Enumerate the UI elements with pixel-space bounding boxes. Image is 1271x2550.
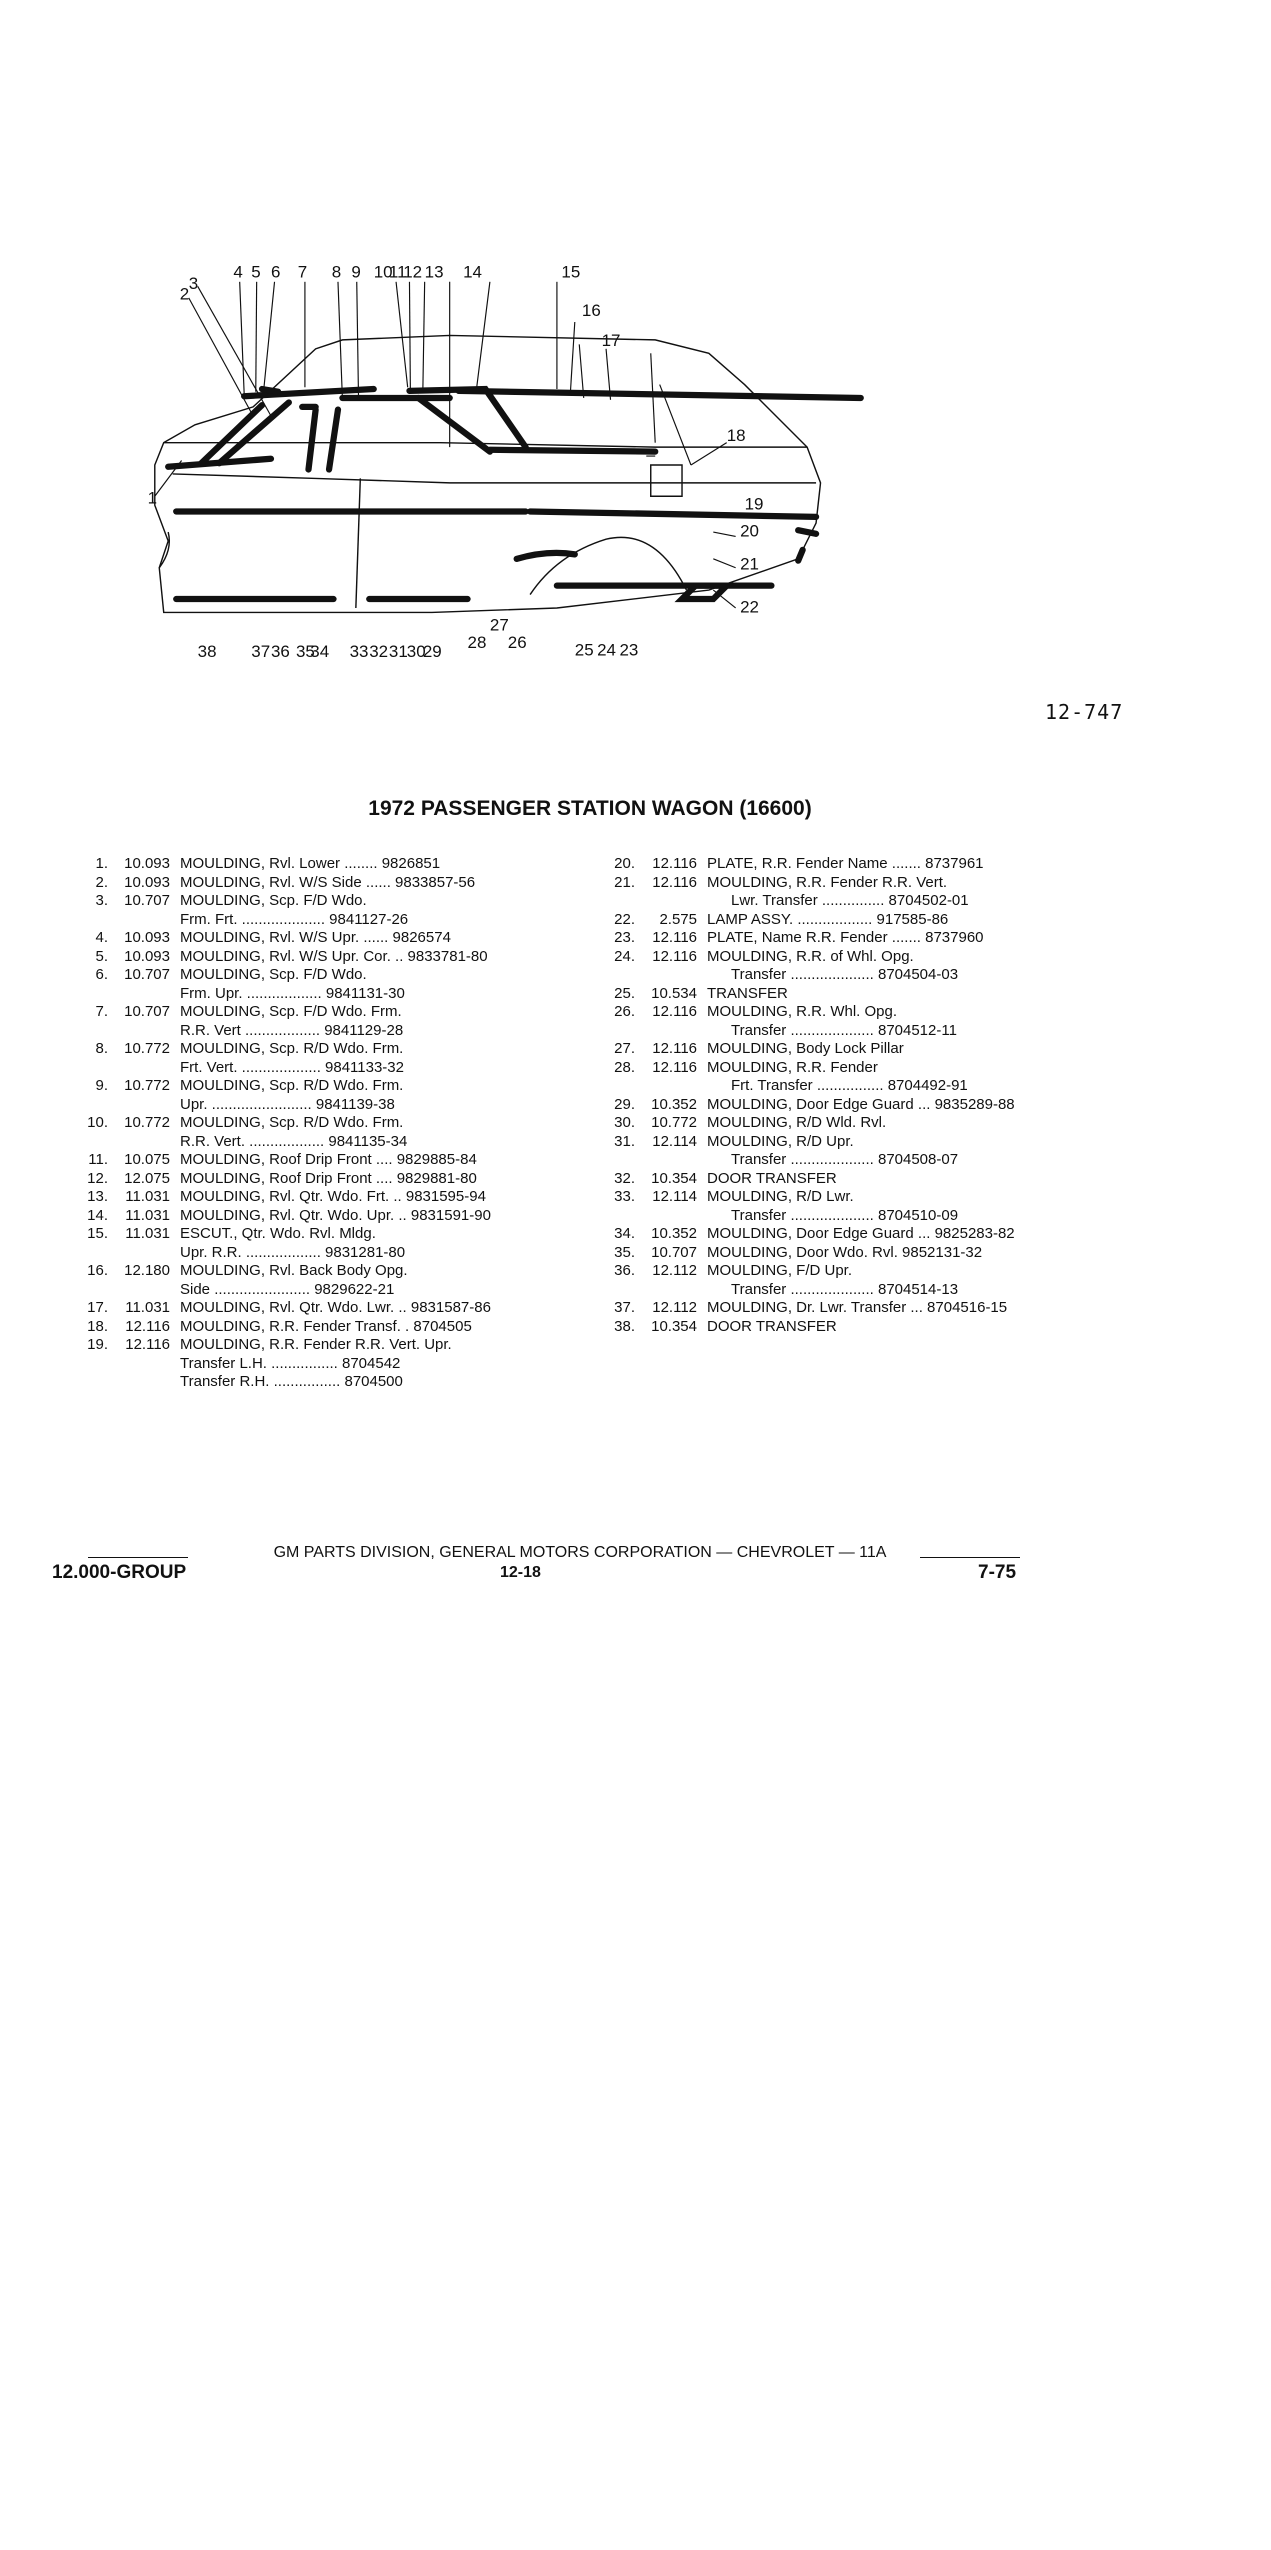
parts-list-item (58, 1262, 558, 1281)
item-description: MOULDING, R/D Wld. Rvl. (707, 1114, 887, 1131)
group-number: 11.031 (125, 1206, 170, 1224)
item-description: MOULDING, Roof Drip Front .... 9829885-84 (180, 1151, 477, 1168)
item-number: 4. (95, 929, 108, 946)
callout-16: 16 (581, 300, 601, 320)
item-description-continued: Transfer .................... 8704512-11 (731, 1021, 957, 1039)
callout-28: 28 (467, 633, 487, 653)
parts-list-item (585, 855, 1095, 874)
parts-list-item (585, 1003, 1095, 1022)
item-description-continued: R.R. Vert. .................. 9841135-34 (180, 1132, 408, 1150)
callout-27: 27 (489, 615, 509, 635)
item-number: 6. (95, 966, 108, 983)
item-description: MOULDING, R.R. of Whl. Opg. (707, 947, 914, 965)
station-wagon-moulding-diagram (90, 255, 1140, 675)
parts-list-item (58, 855, 558, 874)
item-description-continued: Lwr. Transfer ............... 8704502-01 (731, 892, 969, 909)
group-number: 2.575 (659, 910, 697, 928)
callout-20: 20 (740, 521, 759, 541)
item-description: MOULDING, Scp. R/D Wdo. Frm. (180, 1040, 404, 1057)
item-description-continued: Frm. Upr. .................. 9841131-30 (180, 984, 405, 1002)
group-number: 12.116 (652, 873, 697, 891)
item-number: 36. (614, 1262, 635, 1279)
item-description-continued: Frt. Vert. ................... 9841133-32 (180, 1058, 404, 1076)
item-description: MOULDING, Rvl. Qtr. Wdo. Frt. .. 9831595-94 (180, 1188, 486, 1205)
item-description: DOOR TRANSFER (707, 1169, 837, 1187)
group-number: 10.772 (124, 1077, 170, 1094)
parts-list-item (58, 1225, 558, 1244)
group-number: 12.116 (652, 855, 697, 872)
callout-2: 2 (179, 284, 190, 304)
parts-list-item (585, 1262, 1095, 1281)
parts-list-right (585, 855, 1095, 1336)
item-number: 21. (614, 873, 635, 891)
callout-1: 1 (147, 488, 158, 508)
item-number: 13. (87, 1188, 108, 1205)
item-number: 29. (614, 1095, 635, 1113)
item-number: 5. (95, 947, 108, 965)
item-description-continued: Frm. Frt. .................... 9841127-26 (180, 910, 409, 928)
item-number: 23. (614, 929, 635, 946)
callout-9: 9 (351, 262, 361, 282)
callout-23: 23 (619, 640, 639, 660)
item-description-continued: Transfer .................... 8704504-03 (731, 966, 959, 983)
callout-26: 26 (507, 633, 527, 653)
item-description: MOULDING, Rvl. Qtr. Wdo. Upr. .. 9831591-90 (180, 1206, 491, 1224)
callout-6: 6 (270, 262, 281, 282)
item-number: 34. (614, 1225, 635, 1242)
group-number: 12.114 (652, 1132, 697, 1150)
item-description: MOULDING, Rvl. W/S Upr. Cor. .. 9833781-80 (180, 947, 488, 965)
callout-5: 5 (251, 262, 261, 282)
item-number: 30. (614, 1114, 635, 1131)
group-number: 11.031 (125, 1225, 170, 1242)
item-description: DOOR TRANSFER (707, 1317, 837, 1335)
item-description: MOULDING, Rvl. Qtr. Wdo. Lwr. .. 9831587-86 (180, 1299, 491, 1316)
parts-list-item (58, 1188, 558, 1207)
item-number: 27. (614, 1040, 635, 1057)
parts-list-item (585, 1096, 1095, 1115)
item-number: 33. (614, 1188, 635, 1205)
group-number: 10.352 (651, 1225, 697, 1242)
group-number: 12.075 (124, 1169, 170, 1187)
item-description-continued: Side ....................... 9829622-21 (180, 1280, 395, 1298)
item-description: MOULDING, R.R. Whl. Opg. (707, 1003, 898, 1020)
callout-30: 30 (406, 642, 426, 662)
group-number: 10.354 (651, 1169, 697, 1187)
parts-list-item (585, 1040, 1095, 1059)
group-number: 12.116 (652, 947, 697, 965)
item-number: 19. (87, 1336, 108, 1353)
footer-date: 7-75 (978, 1562, 1017, 1583)
item-number: 37. (614, 1299, 635, 1316)
callout-7: 7 (297, 262, 308, 282)
item-description: MOULDING, Scp. F/D Wdo. (180, 966, 367, 983)
item-description-continued: Upr. R.R. .................. 9831281-80 (180, 1243, 406, 1261)
callout-35: 35 (295, 642, 315, 662)
item-description: ESCUT., Qtr. Wdo. Rvl. Mldg. (180, 1225, 376, 1242)
item-number: 1. (95, 855, 108, 872)
item-number: 11. (88, 1151, 108, 1168)
callout-19: 19 (744, 494, 764, 514)
item-description-continued: Transfer .................... 8704508-07 (731, 1151, 959, 1168)
group-number: 12.112 (652, 1299, 697, 1316)
item-number: 24. (614, 947, 635, 965)
parts-list-item (585, 929, 1095, 948)
group-number: 10.093 (124, 929, 170, 946)
group-number: 10.075 (124, 1151, 170, 1168)
callout-29: 29 (422, 642, 442, 662)
item-number: 10. (87, 1114, 108, 1131)
item-description-continued: R.R. Vert .................. 9841129-28 (180, 1021, 404, 1039)
page-title: 1972 PASSENGER STATION WAGON (16600) (368, 797, 812, 820)
group-number: 10.772 (651, 1114, 697, 1131)
callout-17: 17 (601, 331, 621, 351)
item-number: 20. (614, 855, 635, 872)
item-number: 16. (87, 1262, 108, 1279)
item-description: MOULDING, Roof Drip Front .... 9829881-80 (180, 1169, 477, 1187)
callout-3: 3 (188, 273, 199, 293)
item-number: 14. (87, 1206, 108, 1224)
item-number: 2. (95, 873, 108, 891)
item-number: 15. (87, 1225, 108, 1242)
item-number: 3. (95, 892, 108, 909)
item-number: 8. (95, 1040, 108, 1057)
parts-list-item (58, 948, 558, 967)
item-description: MOULDING, R.R. Fender R.R. Vert. Upr. (180, 1336, 452, 1353)
parts-list-item (58, 1040, 558, 1059)
item-description: PLATE, Name R.R. Fender ....... 8737960 (707, 929, 984, 946)
callout-36: 36 (270, 642, 290, 662)
group-number: 12.116 (652, 1040, 697, 1057)
group-number: 10.707 (124, 892, 170, 909)
parts-list-left (58, 855, 558, 1392)
item-description-continued: Frt. Transfer ................ 8704492-91 (731, 1077, 968, 1094)
wagon-body-outline (155, 335, 821, 612)
parts-list-item (585, 1133, 1095, 1152)
group-number: 10.093 (124, 873, 170, 891)
group-number: 10.354 (651, 1317, 697, 1335)
callout-4: 4 (233, 262, 243, 282)
callout-13: 13 (424, 262, 444, 282)
parts-list-item (585, 1318, 1095, 1337)
callout-18: 18 (726, 425, 746, 445)
item-description-continued: Upr. ........................ 9841139-38 (180, 1095, 395, 1113)
group-number: 12.180 (124, 1262, 170, 1279)
item-description: MOULDING, Scp. F/D Wdo. (180, 892, 367, 909)
group-number: 12.116 (125, 1317, 170, 1335)
callout-10: 10 (373, 262, 393, 282)
item-description: MOULDING, Rvl. W/S Side ...... 9833857-56 (180, 873, 476, 891)
item-description: MOULDING, R/D Lwr. (707, 1188, 854, 1205)
item-description-continued: Transfer .................... 8704510-09 (731, 1206, 959, 1224)
group-number: 10.093 (124, 855, 170, 872)
callout-37: 37 (251, 642, 271, 662)
item-description: MOULDING, Rvl. W/S Upr. ...... 9826574 (180, 929, 451, 946)
item-number: 18. (87, 1317, 108, 1335)
item-description: MOULDING, Rvl. Lower ........ 9826851 (180, 855, 441, 872)
item-number: 9. (95, 1077, 108, 1094)
item-description: MOULDING, Scp. R/D Wdo. Frm. (180, 1077, 404, 1094)
group-number: 10.772 (124, 1040, 170, 1057)
group-number: 12.116 (652, 929, 697, 946)
item-number: 22. (614, 910, 635, 928)
parts-list-item (58, 1318, 558, 1337)
item-number: 32. (614, 1169, 635, 1187)
group-number: 10.352 (651, 1095, 697, 1113)
item-description: MOULDING, Dr. Lwr. Transfer ... 8704516-15 (707, 1299, 1008, 1316)
parts-list-item (585, 1114, 1095, 1133)
group-number: 12.114 (652, 1188, 697, 1205)
item-number: 12. (87, 1169, 108, 1187)
parts-list-item (58, 929, 558, 948)
group-number: 10.707 (124, 1003, 170, 1020)
item-description: MOULDING, R.R. Fender Transf. . 8704505 (180, 1317, 472, 1335)
item-number: 35. (614, 1243, 635, 1261)
parts-list-item (58, 1151, 558, 1170)
callout-8: 8 (331, 262, 342, 282)
callout-38: 38 (197, 642, 217, 662)
footer-corporation: GM PARTS DIVISION, GENERAL MOTORS CORPORATION — CHEVROLET — 11A (273, 1544, 887, 1561)
parts-list-item (58, 1336, 558, 1355)
item-description: MOULDING, Rvl. Back Body Opg. (180, 1262, 408, 1279)
group-number: 10.772 (124, 1114, 170, 1131)
callout-25: 25 (574, 640, 594, 660)
item-description-continued: Transfer R.H. ................ 8704500 (180, 1373, 403, 1390)
parts-list-item (585, 948, 1095, 967)
footer-page-number: 12-18 (500, 1564, 541, 1581)
item-description: TRANSFER (707, 984, 788, 1002)
item-description: PLATE, R.R. Fender Name ....... 8737961 (707, 855, 984, 872)
parts-list-item (58, 892, 558, 911)
parts-list-item (58, 1077, 558, 1096)
group-number: 12.116 (652, 1058, 697, 1076)
parts-list-item (585, 874, 1095, 893)
group-number: 10.707 (124, 966, 170, 983)
item-number: 31. (614, 1132, 635, 1150)
item-description-continued: Transfer L.H. ................ 8704542 (180, 1354, 401, 1372)
parts-list-item (58, 1003, 558, 1022)
item-number: 25. (614, 984, 635, 1002)
parts-list-item (58, 966, 558, 985)
item-description: MOULDING, F/D Upr. (707, 1262, 853, 1279)
callout-32: 32 (369, 642, 389, 662)
item-description-continued: Transfer .................... 8704514-13 (731, 1280, 959, 1298)
item-description: MOULDING, R.R. Fender (707, 1058, 878, 1076)
parts-list-item (585, 1170, 1095, 1189)
parts-list-item (58, 1299, 558, 1318)
parts-list-item (585, 1244, 1095, 1263)
parts-list-item (58, 1207, 558, 1226)
group-number: 10.093 (124, 947, 170, 965)
group-number: 11.031 (125, 1188, 170, 1205)
item-description: MOULDING, Door Edge Guard ... 9835289-88 (707, 1095, 1015, 1113)
group-number: 10.534 (651, 984, 697, 1002)
figure-number: 12-747 (1045, 700, 1124, 724)
group-number: 12.116 (652, 1003, 697, 1020)
group-number: 12.116 (125, 1336, 170, 1353)
item-description: MOULDING, R.R. Fender R.R. Vert. (707, 873, 948, 891)
callout-24: 24 (597, 640, 617, 660)
parts-list-item (585, 911, 1095, 930)
callout-21: 21 (740, 554, 759, 574)
item-number: 7. (95, 1003, 108, 1020)
item-description: LAMP ASSY. .................. 917585-86 (707, 910, 949, 928)
footer-group: 12.000-GROUP (52, 1562, 187, 1583)
item-number: 26. (614, 1003, 635, 1020)
callout-12: 12 (403, 262, 423, 282)
parts-list-item (585, 1299, 1095, 1318)
parts-list-item (58, 874, 558, 893)
item-number: 38. (614, 1317, 635, 1335)
parts-list-item (58, 1114, 558, 1133)
item-description: MOULDING, Body Lock Pillar (707, 1040, 904, 1057)
item-description: MOULDING, Door Wdo. Rvl. 9852131-32 (707, 1243, 983, 1261)
parts-list-item (585, 985, 1095, 1004)
item-description: MOULDING, R/D Upr. (707, 1132, 854, 1150)
parts-list-item (585, 1059, 1095, 1078)
group-number: 12.112 (652, 1262, 697, 1279)
parts-list-item (58, 1170, 558, 1189)
callout-31: 31 (388, 642, 408, 662)
item-number: 17. (87, 1299, 108, 1316)
parts-list-item (585, 1225, 1095, 1244)
parts-list-item (585, 1188, 1095, 1207)
item-description: MOULDING, Scp. F/D Wdo. Frm. (180, 1003, 402, 1020)
item-description: MOULDING, Scp. R/D Wdo. Frm. (180, 1114, 404, 1131)
group-number: 10.707 (651, 1243, 697, 1261)
callout-34: 34 (310, 642, 330, 662)
callout-33: 33 (349, 642, 369, 662)
callout-22: 22 (740, 597, 759, 617)
item-description: MOULDING, Door Edge Guard ... 9825283-82 (707, 1225, 1015, 1242)
item-number: 28. (614, 1058, 635, 1076)
callout-14: 14 (463, 262, 482, 282)
group-number: 11.031 (125, 1299, 170, 1316)
callout-15: 15 (561, 262, 581, 282)
callout-11: 11 (388, 262, 407, 282)
